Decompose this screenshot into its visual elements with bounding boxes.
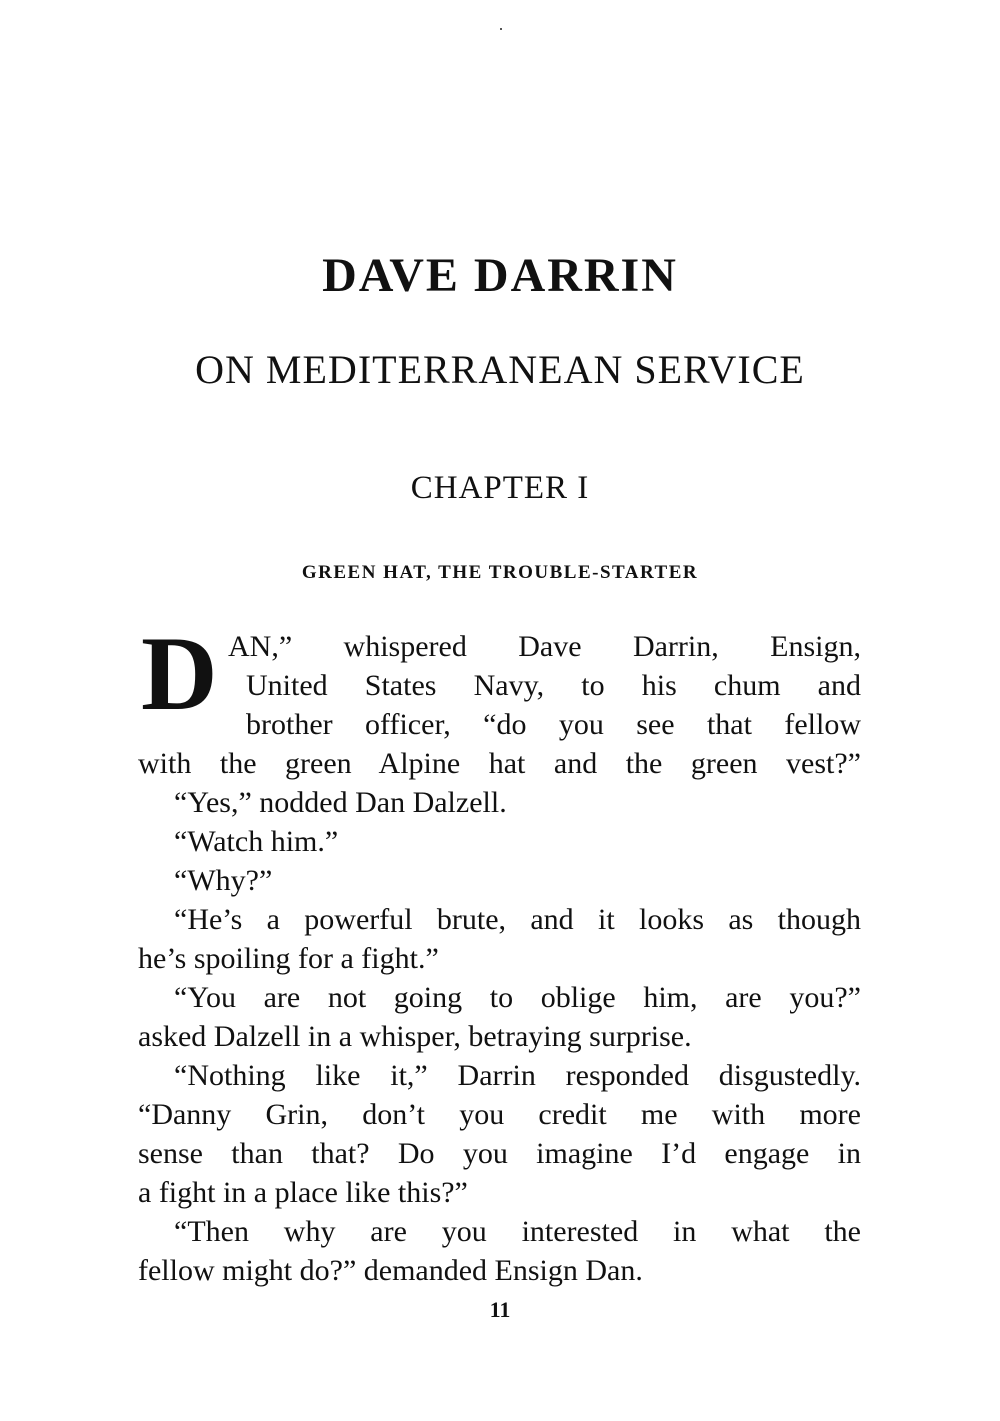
text-line: United States Navy, to his chum and: [246, 669, 861, 702]
text-line: fellow might do?” demanded Ensign Dan.: [138, 1254, 643, 1287]
chapter-body: [138, 615, 861, 1290]
book-subtitle: ON MEDITERRANEAN SERVICE: [195, 347, 805, 392]
text-line: with the green Alpine hat and the green vest?”: [138, 747, 861, 780]
page-number: 11: [489, 1297, 511, 1322]
text-line: “Nothing like it,” Darrin responded disgustedly.: [174, 1059, 861, 1092]
text-line: asked Dalzell in a whisper, betraying surprise.: [138, 1020, 692, 1053]
text-line: a fight in a place like this?”: [138, 1176, 468, 1209]
text-line: “Watch him.”: [174, 825, 339, 858]
opening-paragraph: [138, 615, 861, 783]
text-line: “Yes,” nodded Dan Dalzell.: [174, 786, 507, 819]
text-line: “Danny Grin, don’t you credit me with more: [138, 1098, 861, 1131]
text-line: brother officer, “do you see that fellow: [246, 708, 861, 741]
text-line: “You are not going to oblige him, are you?”: [174, 981, 861, 1014]
text-line: sense than that? Do you imagine I’d engage in: [138, 1137, 861, 1170]
chapter-title: GREEN HAT, THE TROUBLE-STARTER: [301, 562, 699, 583]
book-title: DAVE DARRIN: [322, 249, 678, 302]
text-line: “He’s a powerful brute, and it looks as though: [174, 903, 861, 936]
print-speck: [500, 28, 502, 30]
text-line: he’s spoiling for a fight.”: [138, 942, 439, 975]
chapter-number: CHAPTER I: [410, 470, 590, 506]
text-line: “Then why are you interested in what the: [174, 1215, 861, 1248]
drop-cap: D: [141, 615, 218, 732]
text-line: AN,” whispered Dave Darrin, Ensign,: [228, 630, 861, 663]
text-line: “Why?”: [174, 864, 273, 897]
